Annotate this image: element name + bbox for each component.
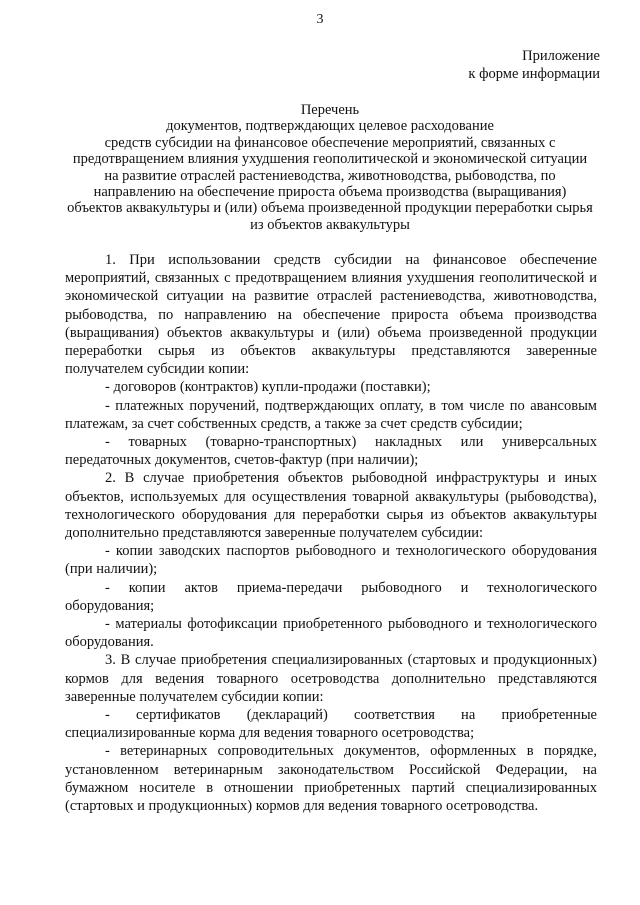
list-item: - платежных поручений, подтверждающих оплату, в том числе по авансовым платежам, за счет собственных средств, а также за счет средств субсидии; [65,397,597,432]
paragraph: 1. При использовании средств субсидии на финансовое обеспечение мероприятий, связанных с предотвращением влияния ухудшения геополитической и экономической ситуации на развитие отраслей растениеводства, животноводства, рыбоводства, по направлению на обеспечение прироста объема производства (выращивания) объектов аквакультуры и (или) объема произведенной продукции переработки сырья из объектов аквакультуры представляются заверенные получателем субсидии копии: [65,252,597,378]
list-item: - ветеринарных сопроводительных документов, оформленных в порядке, установленном ветеринарным законодательством Российской Федерации, на бумажном носителе в отношении приобретенных партий специализированных (стартовых и продукционных) кормов для ведения товарного осетроводства. [65,743,597,815]
heading-title: Перечень [300,102,360,118]
page-number: 3 [316,12,324,27]
heading-line: документов, подтверждающих целевое расходование [166,118,494,135]
document-heading [65,102,595,233]
paragraph: 2. В случае приобретения объектов рыбоводной инфраструктуры и иных объектов, используемых для осуществления товарной аквакультуры (рыбоводства), технологического оборудования для переработки сырья из объектов аквакультуры дополнительно представляются заверенные получателем субсидии: [65,470,597,542]
appendix-line-1: Приложение [522,48,600,64]
appendix-line-2: к форме информации [468,66,600,82]
list-item: - товарных (товарно-транспортных) накладных или универсальных передаточных документов, счетов-фактур (при наличии); [65,434,597,469]
list-item: - договоров (контрактов) купли-продажи (поставки); [105,379,431,396]
list-item: - материалы фотофиксации приобретенного рыбоводного и технологического оборудования. [65,616,597,651]
document-body [65,251,597,815]
paragraph: 3. В случае приобретения специализированных (стартовых и продукционных) кормов для ведения товарного осетроводства дополнительно представляются заверенные получателем субсидии копии: [65,652,597,705]
heading-line: средств субсидии на финансовое обеспечение мероприятий, связанных с предотвращением влияния ухудшения геополитической и экономической ситуации на развитие отраслей растениеводства, животноводства, рыбоводства, по направлению на обеспечение прироста объема производства (выращивания) объектов аквакультуры и (или) объема произведенной продукции переработки сырья из объектов аквакультуры [67,134,593,233]
appendix-note [430,47,600,83]
list-item: - копии актов приема-передачи рыбоводного и технологического оборудования; [65,579,597,614]
list-item: - сертификатов (деклараций) соответствия на приобретенные специализированные корма для ведения товарного осетроводства; [65,707,597,742]
list-item: - копии заводских паспортов рыбоводного и технологического оборудования (при наличии); [65,543,597,578]
